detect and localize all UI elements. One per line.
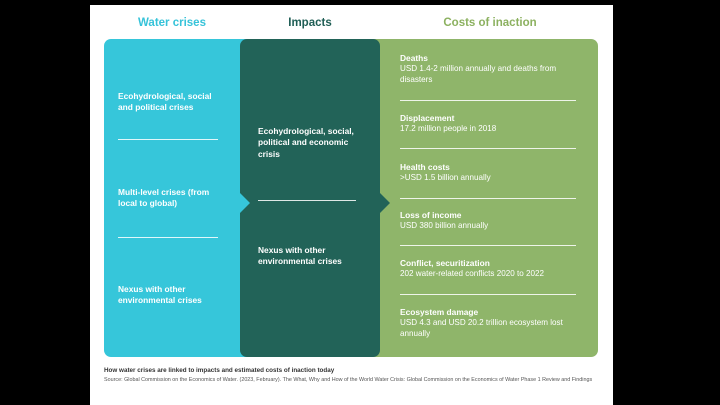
cost-title: Ecosystem damage [400, 307, 479, 317]
cost-value: 17.2 million people in 2018 [400, 124, 497, 134]
cost-item [400, 307, 590, 340]
divider [400, 245, 576, 246]
water-crisis-item: Multi-level crises (from local to global) [118, 187, 210, 209]
divider [258, 200, 356, 201]
cost-value: 202 water-related conflicts 2020 to 2022 [400, 269, 544, 279]
water-crises-header: Water crises [138, 17, 206, 29]
cost-title: Deaths [400, 53, 428, 63]
cost-title: Loss of income [400, 210, 462, 220]
divider [400, 100, 576, 101]
cost-value: USD 4.3 and USD 20.2 trillion ecosystem lost annually [400, 318, 563, 339]
cost-item [400, 162, 590, 184]
divider [400, 198, 576, 199]
cost-value: USD 1.4-2 million annually and deaths from disasters [400, 64, 557, 85]
figure-caption: How water crises are linked to impacts and estimated costs of inaction today [104, 367, 335, 374]
cost-value: USD 380 billion annually [400, 221, 489, 231]
cost-title: Health costs [400, 162, 450, 172]
costs-header: Costs of inaction [443, 17, 537, 29]
cost-title: Conflict, securitization [400, 258, 490, 268]
impact-item: Ecohydrological, social, political and economic crisis [258, 126, 354, 159]
figure-source: Source: Global Commission on the Economics of Water. (2023, February). The What, Why and How of the World Water Crisis: Global Commission on the Economics of Water Phase 1 Review and Findings [104, 377, 593, 383]
arrow-right-icon [240, 193, 250, 213]
arrow-right-icon [380, 193, 390, 213]
cost-title: Displacement [400, 113, 455, 123]
cost-item [400, 53, 590, 86]
cost-item [400, 258, 590, 280]
impact-item: Nexus with other environmental crises [258, 245, 342, 267]
cost-item [400, 113, 590, 135]
water-crisis-item: Nexus with other environmental crises [118, 284, 202, 306]
cost-item [400, 210, 590, 232]
figure-page [90, 5, 613, 405]
water-crisis-item: Ecohydrological, social and political crises [118, 91, 212, 113]
divider [118, 139, 218, 140]
divider [400, 148, 576, 149]
cost-value: >USD 1.5 billion annually [400, 173, 491, 183]
impacts-header: Impacts [288, 17, 332, 29]
divider [118, 237, 218, 238]
impacts-panel [240, 39, 380, 357]
divider [400, 294, 576, 295]
